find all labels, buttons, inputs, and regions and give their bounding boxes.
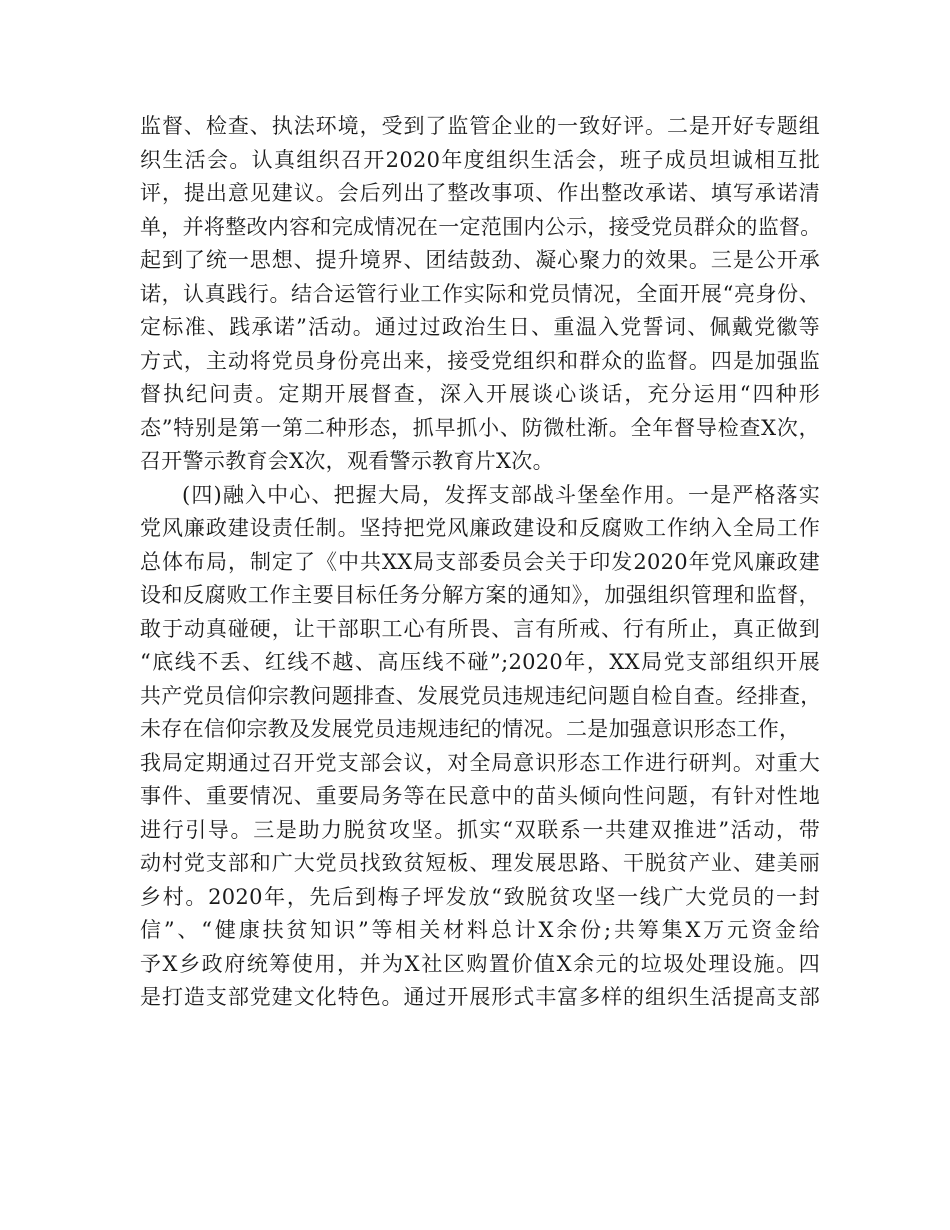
document-body	[140, 110, 820, 1015]
text-line: 诺，认真践行。结合运管行业工作实际和党员情况，全面开展“亮身份、	[140, 281, 820, 306]
text-line: 动村党支部和广大党员找致贫短板、理发展思路、干脱贫产业、建美丽	[140, 851, 820, 875]
text-line: 我局定期通过召开党支部会议，对全局意识形态工作进行研判。对重大	[140, 750, 820, 775]
text-line: 召开警示教育会X次，观看警示教育片X次。	[140, 449, 554, 473]
text-line: 信”、“健康扶贫知识”等相关材料总计X余份;共筹集X万元资金给	[140, 918, 820, 942]
text-line: 起到了统一思想、提升境界、团结鼓劲、凝心聚力的效果。三是公开承	[140, 248, 820, 272]
text-line: 是打造支部党建文化特色。通过开展形式丰富多样的组织生活提高支部	[140, 985, 820, 1009]
text-line: 共产党员信仰宗教问题排查、发展党员违规违纪问题自检自查。经排查，	[140, 683, 822, 708]
text-line: 织生活会。认真组织召开2020年度组织生活会，班子成员坦诚相互批	[140, 147, 820, 172]
text-line: 定标准、践承诺”活动。通过过政治生日、重温入党誓词、佩戴党徽等	[140, 315, 820, 339]
text-line: 党风廉政建设责任制。坚持把党风廉政建设和反腐败工作纳入全局工作	[140, 516, 820, 540]
text-line: 总体布局，制定了《中共XX局支部委员会关于印发2020年党风廉政建	[140, 549, 820, 574]
text-line: 敢于动真碰硬，让干部职工心有所畏、言有所戒、行有所止，真正做到	[140, 616, 820, 641]
text-line: 事件、重要情况、重要局务等在民意中的苗头倾向性问题，有针对性地	[140, 784, 820, 808]
text-line: (四)融入中心、把握大局，发挥支部战斗堡垒作用。一是严格落实	[182, 482, 820, 507]
text-line: 未存在信仰宗教及发展党员违规违纪的情况。二是加强意识形态工作，	[140, 717, 801, 741]
text-line: “底线不丢、红线不越、高压线不碰”;2020年，XX局党支部组织开展	[140, 650, 820, 674]
text-line: 监督、检查、执法环境，受到了监管企业的一致好评。二是开好专题组	[140, 114, 820, 138]
text-line: 督执纪问责。定期开展督查，深入开展谈心谈话，充分运用“四种形	[140, 382, 820, 406]
text-line: 乡村。2020年，先后到梅子坪发放“致脱贫攻坚一线广大党员的一封	[140, 884, 820, 909]
text-line: 予X乡政府统筹使用，并为X社区购置价值X余元的垃圾处理设施。四	[140, 951, 820, 976]
text-line: 设和反腐败工作主要目标任务分解方案的通知》，加强组织管理和监督，	[140, 583, 820, 607]
text-line: 单，并将整改内容和完成情况在一定范围内公示，接受党员群众的监督。	[140, 214, 822, 239]
text-line: 评，提出意见建议。会后列出了整改事项、作出整改承诺、填写承诺清	[140, 181, 820, 205]
text-line: 方式，主动将党员身份亮出来，接受党组织和群众的监督。四是加强监	[140, 348, 820, 373]
text-line: 进行引导。三是助力脱贫攻坚。抓实“双联系一共建双推进”活动，带	[140, 817, 820, 842]
text-line: 态”特别是第一第二种形态，抓早抓小、防微杜渐。全年督导检查X次，	[140, 415, 820, 440]
